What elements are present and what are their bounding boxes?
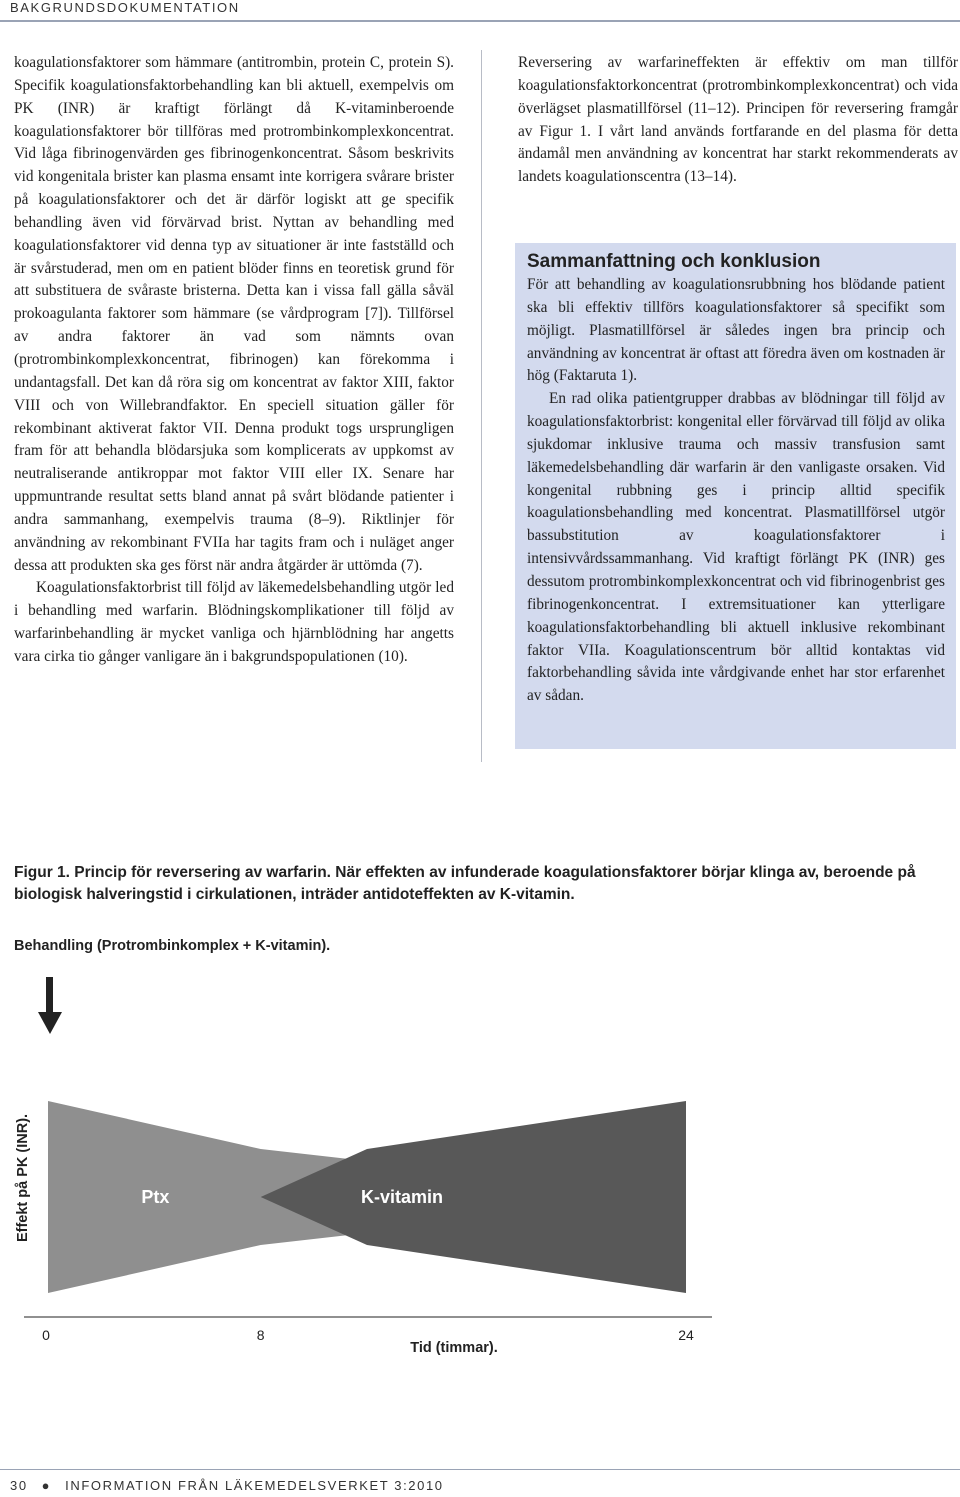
x-tick-0: 0 xyxy=(42,1327,50,1343)
ptx-series-label: Ptx xyxy=(141,1187,170,1207)
left-paragraph-1: koagulationsfaktorer som hämmare (antitrombin, protein C, protein S). Specifik koagulationsfaktorbehandling kan bli aktuell, exempelvis om PK (INR) är kraftigt förlängt då K-vitaminberoende koagulationsfaktorer bör tillföras med protrombinkomplexkoncentrat. Vid låga fibrinogenvärden ges fibrinogenkoncentrat. Såsom beskrivits vid kongenitala brister kan plasma ensamt inte korrigera svårare brister på koagulationsfaktorer och det är därför logiskt att ge specifik behandling även vid förvärvad brist. Nyttan av behandling med koagulationsfaktorer vid denna typ av situationer är inte fastställd och är svårstuderad, men om en patient blöder finns en teoretisk grund för att substituera de svåraste bristerna. Detta kan i vissa fall gälla såväl prokoagulanta faktorer som hämmare (se vårdprogram [7]). Tillförsel av andra faktorer än vad som nämnts ovan (protrombinkomplexkoncentrat, fibrinogen) kan förekomma i undantagsfall. Det kan då röra sig om koncentrat av faktor XIII, faktor VIII och von Willebrandfaktor. En speciell situation gäller för rekombinant aktiverat faktor VII. Denna produkt togs ursprungligen fram för att behandla blödarsjuka som komplicerats av uppkomst av neutraliserande antikroppar mot faktor VIII eller IX. Senare har uppmuntrande resultat setts bland annat på svårt blödande patienter i andra sammanhang, exempelvis trauma (8–9). Riktlinjer för användning av rekombinant FVIIa har tagits fram och i nuläget anger dessa att produkten ska ges först när andra åtgärder är uttömda (7). xyxy=(14,54,454,574)
footer-rule xyxy=(0,1469,960,1470)
page-number: 30 xyxy=(10,1478,28,1493)
footer xyxy=(10,1478,444,1493)
figure-caption: Figur 1. Princip för reversering av warfarin. När effekten av infunderade koagulationsfaktorer börjar klinga av, beroende på biologisk halveringstid i cirkulationen, inträder antidoteffekten av K-vitamin. xyxy=(14,864,916,903)
treatment-arrow-icon xyxy=(38,977,62,1034)
reversal-chart xyxy=(0,960,960,1380)
bullet-icon: ● xyxy=(41,1478,52,1493)
summary-body xyxy=(527,274,945,708)
left-column xyxy=(14,52,454,669)
summary-title: Sammanfattning och konklusion xyxy=(527,251,821,272)
y-axis-label: Effekt på PK (INR). xyxy=(15,1113,31,1243)
right-column xyxy=(518,52,958,189)
left-paragraph-2: Koagulationsfaktorbrist till följd av läkemedelsbehandling utgör led i behandling med warfarin. Blödningskomplikationer till följd av warfarinbehandling är mycket vanliga och hjärnblödning har angetts vara cirka tio gånger vanligare än i bakgrundspopulationen (10). xyxy=(14,579,454,665)
x-axis-label: Tid (timmar). xyxy=(410,1340,498,1356)
right-paragraph-continuation: Reversering av warfarineffekten är effektiv om man tillför koagulationsfaktorkoncentrat (protrombinkomplexkoncentrat) och vida överlägset plasmatillförsel (11–12). Principen för reversering framgår av Figur 1. I vårt land används fortfarande en del plasma för detta ändamål men användning av koncentrat har starkt rekommenderats av landets koagulationscentra (13–14). xyxy=(518,54,958,186)
summary-paragraph-1: För att behandling av koagulationsrubbning hos blödande patient ska bli effektiv tillförs koagulationsfaktorer så specifikt som möjligt. Plasmatillförsel är således ingen bra princip och användning av koncentrat är oftast att föredra även om kostnaden är hög (Faktaruta 1). xyxy=(527,276,945,385)
x-tick-8: 8 xyxy=(256,1327,265,1343)
treatment-label: Behandling (Protrombinkomplex + K-vitamin). xyxy=(14,938,331,954)
publication-title: INFORMATION FRÅN LÄKEMEDELSVERKET 3:2010 xyxy=(65,1478,444,1493)
section-label: BAKGRUNDSDOKUMENTATION xyxy=(10,0,240,15)
summary-box xyxy=(515,243,956,749)
column-divider xyxy=(481,50,482,762)
x-tick-24: 24 xyxy=(678,1327,694,1343)
kvitamin-series-label: K-vitamin xyxy=(361,1187,444,1207)
header-rule xyxy=(0,20,960,22)
kvitamin-area xyxy=(261,1101,686,1293)
summary-paragraph-2: En rad olika patientgrupper drabbas av blödningar till följd av koagulationsfaktorbrist: kongenital eller förvärvad till följd av olika sjukdomar inklusive trauma och massiv transfusion samt läkemedelsbehandling där warfarin är den vanligaste orsaken. Vid kongenital rubbning ges i princip alltid specifik koagulationsbehandling med koncentrat. Plasmatillförsel utgör bassubstitution av koagulationsfaktorer i intensivvårdssammanhang. Vid kraftigt förlängt PK (INR) ges dessutom protrombinkomplexkoncentrat och vid fibrinogenbrist ges fibrinogenkoncentrat. I extremsituationer kan ytterligare koagulationsfaktorbehandling bli aktuell inklusive rekombinant faktor VIIa. Koagulationscentrum bör alltid kontaktas vid faktorbehandling såvida inte vårdgivande enhet har stor erfarenhet av sådan. xyxy=(527,390,945,705)
